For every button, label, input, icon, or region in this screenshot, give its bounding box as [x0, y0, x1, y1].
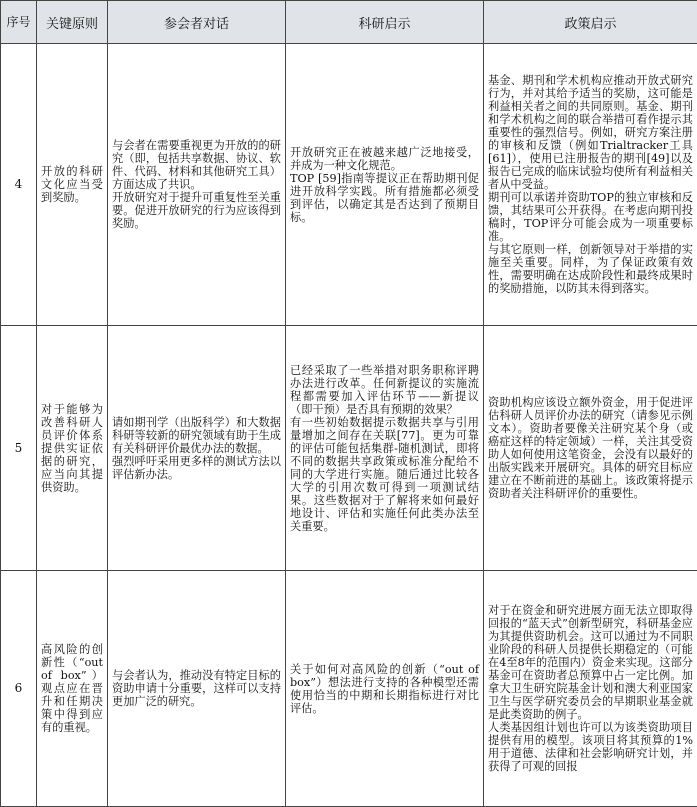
header-seq: 序号 [1, 1, 37, 44]
dialogue-paragraph: 与会者在需要重视更为开放的的研究（即，包括共享数据、协议、软件、代码、材料和其他研究工具）方面达成了共识。 [112, 139, 281, 191]
row-number: 6 [1, 571, 37, 807]
table-row [1, 44, 697, 326]
policy-paragraph: 与其它原则一样，创新领导对于举措的实施至关重要。同样，为了保证政策有效性，需要明确在达成阶段性和最终成果时的奖励措施，以防其未得到落实。 [488, 243, 693, 295]
research-paragraph: 有一些初始数据提示数据共享与引用量增加之间存在关联[77]。更为可靠的评估可能包括集群-随机测试，即将不同的数据共享政策或标准分配给不同的大学进行实施。随后通过比较各大学的引用次数可得到一项测试结果。这些数据对于了解将来如何最好地设计、评估和实施任何此类办法至关重要。 [290, 416, 479, 533]
policy-cell [484, 44, 697, 326]
research-paragraph: 开放研究正在被越来越广泛地接受，并成为一种文化规范。 [290, 146, 479, 172]
dialogue-cell [108, 571, 286, 807]
header-dialogue: 参会者对话 [108, 1, 286, 44]
policy-paragraph: 基金、期刊和学术机构应推动开放式研究行为，并对其给予适当的奖励，这可能是利益相关者之间的共同原则。基金、期刊和学术机构之间的联合举措可看作提示其重要性的强烈信号。例如，研究方案注册的审核和反馈（例如Trialtracker工具[61]），使用已注册报告的期刊[49]以及报告已完成的临床试验均使所有利益相关者从中受益。 [488, 74, 693, 191]
table-row [1, 571, 697, 807]
dialogue-paragraph: 强烈呼吁采用更多样的测试方法以评估新办法。 [112, 455, 281, 481]
policy-cell [484, 326, 697, 571]
table-row [1, 326, 697, 571]
policy-paragraph: 期刊可以承诺并资助TOP的独立审核和反馈，其结果可公开获得。在考虑向期刊投稿时，TOP评分可能会成为一项重要标准。 [488, 191, 693, 243]
research-paragraph: 关于如何对高风险的创新（“out of box”）想法进行支持的各种模型还需使用恰当的中期和长期指标进行对比评估。 [290, 663, 479, 715]
policy-paragraph: 人类基因组计划也许可以为该类资助项目提供有用的模型。该项目将其预算的1%用于道德、法律和社会影响研究计划，并获得了可观的回报 [488, 721, 693, 773]
header-principle: 关键原则 [37, 1, 108, 44]
row-number: 4 [1, 44, 37, 326]
research-paragraph: TOP [59]指南等提议正在帮助期刊促进开放科学实践。所有措施都必须受到评估，以确定其是否达到了预期目标。 [290, 172, 479, 224]
principle-cell: 对于能够为改善科研人员评价体系提供实证依据的研究，应当向其提供资助。 [37, 326, 108, 571]
research-cell [286, 44, 484, 326]
principle-cell: 高风险的创新性（“out of box”）观点应在晋升和任期决策中得到应有的重视。 [37, 571, 108, 807]
policy-paragraph: 资助机构应该设立额外资金，用于促进评估科研人员评价办法的研究（请参见示例文本）。资助者要像关注研究某个身（或癌症这样的特定领域）一样，关注其受资助人如何使用这笔资金，会没有以最好的出版实践来开展研究。具体的研究目标应建立在不断前进的基础上。该政策将提示资助者关注科研评价的重要性。 [488, 396, 693, 500]
header-policy: 政策启示 [484, 1, 697, 44]
dialogue-cell [108, 44, 286, 326]
policy-cell [484, 571, 697, 807]
row-number: 5 [1, 326, 37, 571]
research-cell [286, 326, 484, 571]
research-cell [286, 571, 484, 807]
header-row [1, 1, 697, 44]
dialogue-paragraph: 与会者认为，推动没有特定目标的资助申请十分重要，这样可以支持更加广泛的研究。 [112, 669, 281, 708]
dialogue-cell [108, 326, 286, 571]
principle-cell: 开放的科研文化应当受到奖励。 [37, 44, 108, 326]
dialogue-paragraph: 请如期刊学（出版科学）和大数据科研等较新的研究领域有助于生成有关科研评价最优办法的数据。 [112, 416, 281, 455]
research-paragraph: 已经采取了一些举措对职务职称评聘办法进行改革。任何新提议的实施流程都需要加入评估环节——新提议（即干预）是否具有预期的效果？ [290, 364, 479, 416]
header-research: 科研启示 [286, 1, 484, 44]
policy-paragraph: 对于在资金和研究进展方面无法立即取得回报的“蓝天式”创新型研究，科研基金应为其提供资助机会。这可以通过为不同职业阶段的科研人员提供长期稳定的（可能在4至8年的范围内）资金来实现。这部分基金可在资助者总预算中占一定比例。加拿大卫生研究院基金计划和澳大利亚国家卫生与医学研究委员会的早期职业基金就是此类资助的例子。 [488, 604, 693, 721]
dialogue-paragraph: 开放研究对于提升可重复性至关重要。促进开放研究的行为应该得到奖励。 [112, 191, 281, 230]
